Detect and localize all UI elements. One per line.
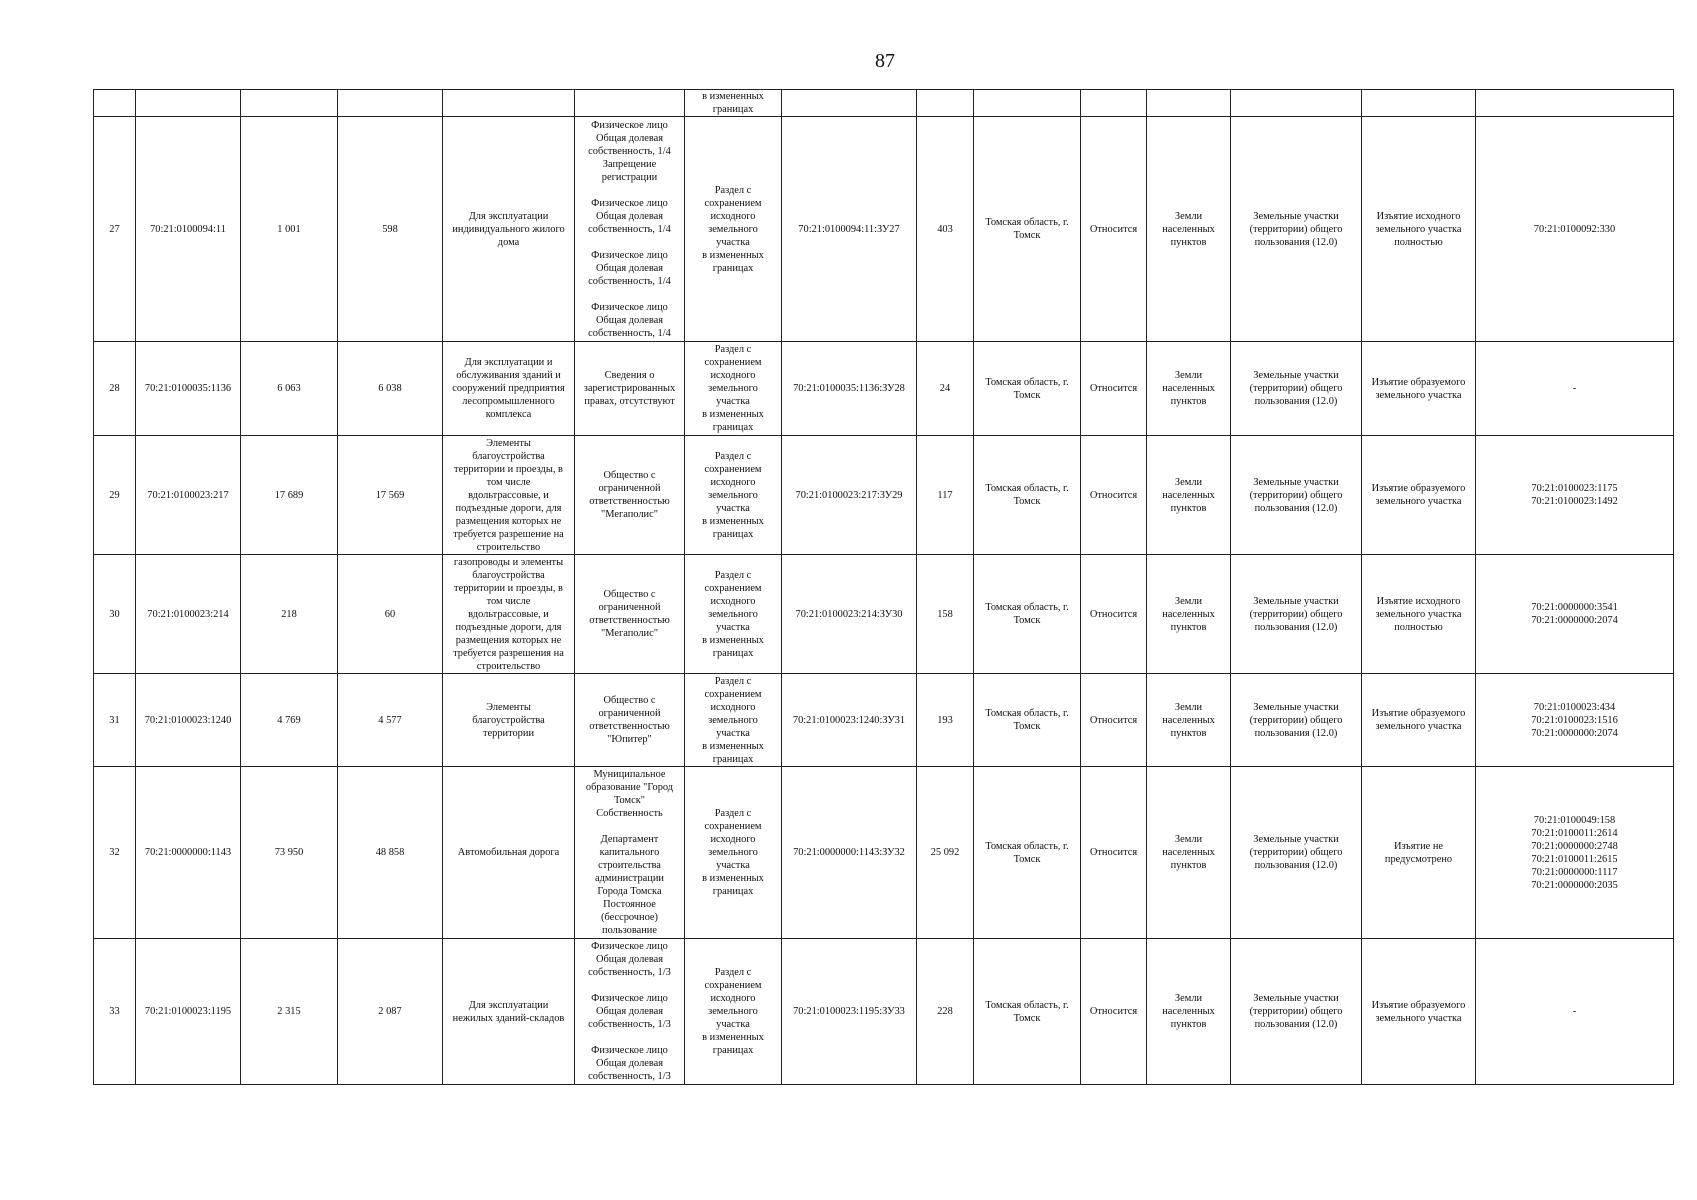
cell-method: Раздел с сохранением исходного земельного участка в измененных границах [685,342,782,436]
cell-method: в измененных границах [685,90,782,117]
cell-area-original: 4 769 [241,674,338,767]
cell-related: - [1476,939,1674,1085]
cell-related [1476,90,1674,117]
cell-permitted-use: Элементы благоустройства территории [443,674,575,767]
cell-method: Раздел с сохранением исходного земельного участка в измененных границах [685,436,782,555]
cell-permitted-use: Элементы благоустройства территории и проезды, в том числе вдольтрассовые, и подъездные дороги, для размещения которых не требуется разрешение на строительство [443,436,575,555]
cell-related: 70:21:0100092:330 [1476,117,1674,342]
cell-num: 29 [94,436,136,555]
cell-address: Томская область, г. Томск [974,342,1081,436]
continuation-row [94,90,1674,117]
cell-new-use: Земельные участки (территории) общего пользования (12.0) [1231,436,1362,555]
cell-method: Раздел с сохранением исходного земельного участка в измененных границах [685,117,782,342]
cell-permitted-use: газопроводы и элементы благоустройства территории и проезды, в том числе вдольтрассовые, и подъездные дороги, для размещения которых не требуется разрешения на строительство [443,555,575,674]
cell-rights: Сведения о зарегистрированных правах, отсутствуют [575,342,685,436]
table-row [94,767,1674,939]
cell-seizure: Изъятие образуемого земельного участка [1362,674,1476,767]
cell-relation: Относится [1081,117,1147,342]
cell-related: 70:21:0000000:3541 70:21:0000000:2074 [1476,555,1674,674]
cell-new-designation: 70:21:0000000:1143:ЗУ32 [782,767,917,939]
cell-method: Раздел с сохранением исходного земельного участка в измененных границах [685,674,782,767]
cell-permitted-use: Для эксплуатации индивидуального жилого дома [443,117,575,342]
cell-area-remaining: 60 [338,555,443,674]
cell-cadastral [136,90,241,117]
cell-category [1147,90,1231,117]
cell-address: Томская область, г. Томск [974,436,1081,555]
cell-cadastral: 70:21:0100023:1195 [136,939,241,1085]
cell-num: 31 [94,674,136,767]
cell-area-original: 1 001 [241,117,338,342]
cell-num: 30 [94,555,136,674]
cell-area-remaining [338,90,443,117]
cell-category: Земли населенных пунктов [1147,436,1231,555]
cell-seizure: Изъятие образуемого земельного участка [1362,939,1476,1085]
cell-permitted-use [443,90,575,117]
cell-method: Раздел с сохранением исходного земельного участка в измененных границах [685,939,782,1085]
cell-category: Земли населенных пунктов [1147,767,1231,939]
cell-cadastral: 70:21:0100023:1240 [136,674,241,767]
cell-area-original: 6 063 [241,342,338,436]
cell-new-area: 403 [917,117,974,342]
cell-address [974,90,1081,117]
cell-num: 33 [94,939,136,1085]
cell-seizure: Изъятие исходного земельного участка полностью [1362,555,1476,674]
cell-rights: Муниципальное образование "Город Томск" Собственность Департамент капитального строительства администрации Города Томска Постоянное (бессрочное) пользование [575,767,685,939]
cell-seizure [1362,90,1476,117]
cell-new-use: Земельные участки (территории) общего пользования (12.0) [1231,939,1362,1085]
table-row [94,674,1674,767]
cell-seizure: Изъятие образуемого земельного участка [1362,436,1476,555]
cell-cadastral: 70:21:0100023:217 [136,436,241,555]
cell-new-use: Земельные участки (территории) общего пользования (12.0) [1231,117,1362,342]
cell-category: Земли населенных пунктов [1147,555,1231,674]
table-body [94,90,1674,1085]
cell-rights: Общество с ограниченной ответственностью "Мегаполис" [575,555,685,674]
cell-new-designation [782,90,917,117]
cell-address: Томская область, г. Томск [974,117,1081,342]
cell-num: 27 [94,117,136,342]
cell-category: Земли населенных пунктов [1147,674,1231,767]
cell-relation: Относится [1081,342,1147,436]
cell-category: Земли населенных пунктов [1147,117,1231,342]
cell-related: 70:21:0100049:158 70:21:0100011:2614 70:21:0000000:2748 70:21:0100011:2615 70:21:0000000:1117 70:21:0000000:2035 [1476,767,1674,939]
cell-new-designation: 70:21:0100035:1136:ЗУ28 [782,342,917,436]
cell-relation: Относится [1081,555,1147,674]
cell-relation: Относится [1081,939,1147,1085]
cell-cadastral: 70:21:0000000:1143 [136,767,241,939]
cell-seizure: Изъятие исходного земельного участка полностью [1362,117,1476,342]
cell-new-designation: 70:21:0100023:1195:ЗУ33 [782,939,917,1085]
cell-rights: Физическое лицо Общая долевая собственность, 1/4 Запрещение регистрации Физическое лицо Общая долевая собственность, 1/4 Физическое лицо Общая долевая собственность, 1/4 Физическое лицо Общая долевая собственность, 1/4 [575,117,685,342]
table-row [94,436,1674,555]
cell-relation [1081,90,1147,117]
cell-permitted-use: Для эксплуатации нежилых зданий-складов [443,939,575,1085]
cell-address: Томская область, г. Томск [974,674,1081,767]
cell-new-area: 25 092 [917,767,974,939]
table-row [94,117,1674,342]
cell-rights: Общество с ограниченной ответственностью "Юпитер" [575,674,685,767]
cell-new-area: 193 [917,674,974,767]
cell-address: Томская область, г. Томск [974,939,1081,1085]
table-row [94,342,1674,436]
cell-area-remaining: 6 038 [338,342,443,436]
cell-cadastral: 70:21:0100094:11 [136,117,241,342]
table-row [94,555,1674,674]
cell-relation: Относится [1081,767,1147,939]
cell-new-designation: 70:21:0100023:1240:ЗУ31 [782,674,917,767]
cell-method: Раздел с сохранением исходного земельного участка в измененных границах [685,767,782,939]
cell-num: 32 [94,767,136,939]
cell-new-area: 117 [917,436,974,555]
cell-num: 28 [94,342,136,436]
cell-new-use: Земельные участки (территории) общего пользования (12.0) [1231,767,1362,939]
cell-seizure: Изъятие образуемого земельного участка [1362,342,1476,436]
cell-cadastral: 70:21:0100035:1136 [136,342,241,436]
cell-seizure: Изъятие не предусмотрено [1362,767,1476,939]
cell-new-area: 158 [917,555,974,674]
cell-area-original: 2 315 [241,939,338,1085]
cell-related: 70:21:0100023:434 70:21:0100023:1516 70:21:0000000:2074 [1476,674,1674,767]
land-plot-table [93,89,1674,1085]
cell-area-remaining: 17 569 [338,436,443,555]
cell-relation: Относится [1081,436,1147,555]
cell-area-remaining: 48 858 [338,767,443,939]
cell-rights [575,90,685,117]
cell-new-designation: 70:21:0100094:11:ЗУ27 [782,117,917,342]
cell-area-remaining: 598 [338,117,443,342]
cell-new-designation: 70:21:0100023:214:ЗУ30 [782,555,917,674]
cell-cadastral: 70:21:0100023:214 [136,555,241,674]
cell-new-designation: 70:21:0100023:217:ЗУ29 [782,436,917,555]
cell-related: 70:21:0100023:1175 70:21:0100023:1492 [1476,436,1674,555]
table-row [94,939,1674,1085]
cell-rights: Общество с ограниченной ответственностью "Мегаполис" [575,436,685,555]
cell-area-original: 218 [241,555,338,674]
cell-related: - [1476,342,1674,436]
cell-new-use: Земельные участки (территории) общего пользования (12.0) [1231,674,1362,767]
cell-new-area: 24 [917,342,974,436]
cell-area-original [241,90,338,117]
cell-area-remaining: 2 087 [338,939,443,1085]
cell-permitted-use: Для эксплуатации и обслуживания зданий и сооружений предприятия лесопромышленного комплекса [443,342,575,436]
cell-permitted-use: Автомобильная дорога [443,767,575,939]
cell-new-area [917,90,974,117]
page-number: 87 [875,50,895,72]
cell-category: Земли населенных пунктов [1147,342,1231,436]
cell-rights: Физическое лицо Общая долевая собственность, 1/3 Физическое лицо Общая долевая собственность, 1/3 Физическое лицо Общая долевая собственность, 1/3 [575,939,685,1085]
cell-new-use [1231,90,1362,117]
cell-address: Томская область, г. Томск [974,555,1081,674]
cell-address: Томская область, г. Томск [974,767,1081,939]
cell-area-original: 73 950 [241,767,338,939]
cell-new-use: Земельные участки (территории) общего пользования (12.0) [1231,555,1362,674]
cell-relation: Относится [1081,674,1147,767]
cell-method: Раздел с сохранением исходного земельного участка в измененных границах [685,555,782,674]
cell-category: Земли населенных пунктов [1147,939,1231,1085]
cell-area-original: 17 689 [241,436,338,555]
cell-new-use: Земельные участки (территории) общего пользования (12.0) [1231,342,1362,436]
cell-area-remaining: 4 577 [338,674,443,767]
cell-num [94,90,136,117]
cell-new-area: 228 [917,939,974,1085]
